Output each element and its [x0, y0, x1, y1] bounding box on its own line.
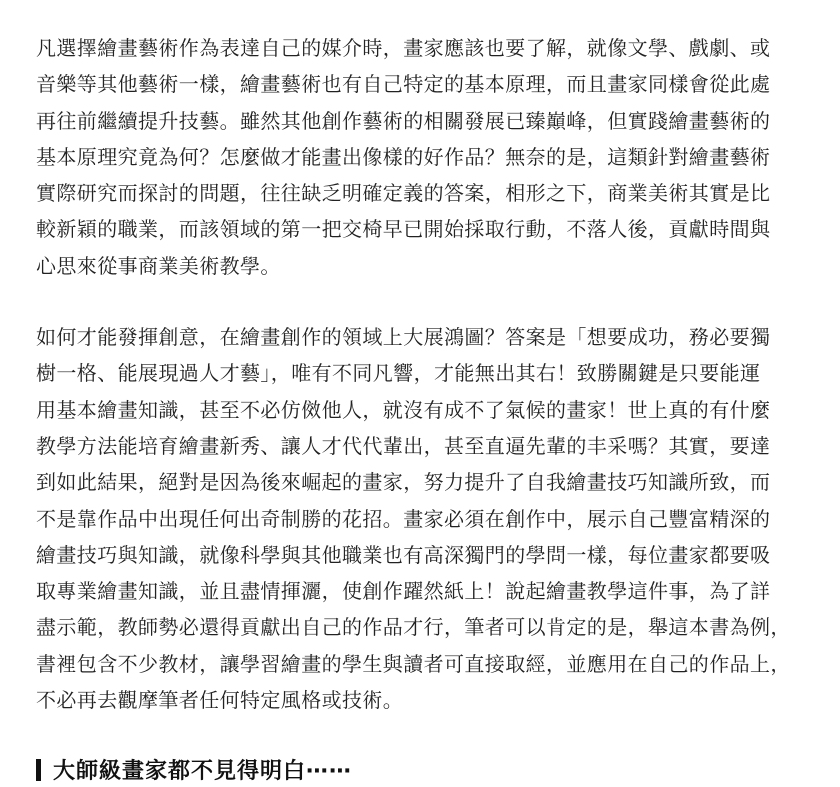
section-heading-text: 大師級畫家都不見得明白⋯⋯ [53, 759, 353, 784]
paragraph-line: 不必再去觀摩筆者任何特定風格或技術。 [36, 688, 404, 713]
paragraph-line: 音樂等其他藝術一樣，繪畫藝術也有自己特定的基本原理，而且畫家同樣會從此處 [36, 72, 771, 97]
paragraph-line: 凡選擇繪畫藝術作為表達自己的媒介時，畫家應該也要了解，就像文學、戲劇、或 [36, 36, 771, 60]
paragraph-line: 再往前繼續提升技藝。雖然其他創作藝術的相關發展已臻巔峰，但實踐繪畫藝術的 [36, 108, 771, 133]
paragraph-line: 用基本繪畫知識，甚至不必仿傚他人，就沒有成不了氣候的畫家！世上真的有什麼 [36, 397, 771, 422]
section-heading [36, 757, 352, 787]
paragraph-line: 盡示範，教師勢必還得貢獻出自己的作品才行，筆者可以肯定的是，舉這本書為例， [36, 615, 791, 640]
paragraph-line: 如何才能發揮創意，在繪畫創作的領域上大展鴻圖？答案是「想要成功，務必要獨 [36, 325, 771, 350]
paragraph-line: 基本原理究竟為何？怎麼做才能畫出像樣的好作品？無奈的是，這類針對繪畫藝術 [36, 144, 771, 169]
paragraph-line: 教學方法能培育繪畫新秀、讓人才代代輩出，甚至直逼先輩的丰采嗎？其實，要達 [36, 433, 771, 458]
heading-bar-marker [36, 759, 41, 781]
paragraph-line: 繪畫技巧與知識，就像科學與其他職業也有高深獨門的學問一樣，每位畫家都要吸 [36, 542, 771, 567]
paragraph-line: 不是靠作品中出現任何出奇制勝的花招。畫家必須在創作中，展示自己豐富精深的 [36, 506, 771, 531]
paragraph-line: 較新穎的職業，而該領域的第一把交椅早已開始採取行動，不落人後，貢獻時間與 [36, 217, 771, 242]
paragraph-line: 樹一格、能展現過人才藝」，唯有不同凡響，才能無出其右！致勝關鍵是只要能運 [36, 361, 761, 386]
paragraph-line: 實際研究而探討的問題，往往缺乏明確定義的答案，相形之下，商業美術其實是比 [36, 181, 771, 206]
paragraph-1 [36, 30, 806, 284]
paragraph-line: 心思來從事商業美術教學。 [36, 253, 281, 278]
article-body [36, 30, 806, 718]
paragraph-line: 到如此結果，絕對是因為後來崛起的畫家，努力提升了自我繪畫技巧知識所致，而 [36, 470, 771, 495]
paragraph-line: 書裡包含不少教材，讓學習繪畫的學生與讀者可直接取經，並應用在自己的作品上， [36, 651, 791, 676]
paragraph-2 [36, 319, 806, 718]
paragraph-line: 取專業繪畫知識，並且盡情揮灑，使創作躍然紙上！說起繪畫教學這件事，為了詳 [36, 579, 771, 604]
